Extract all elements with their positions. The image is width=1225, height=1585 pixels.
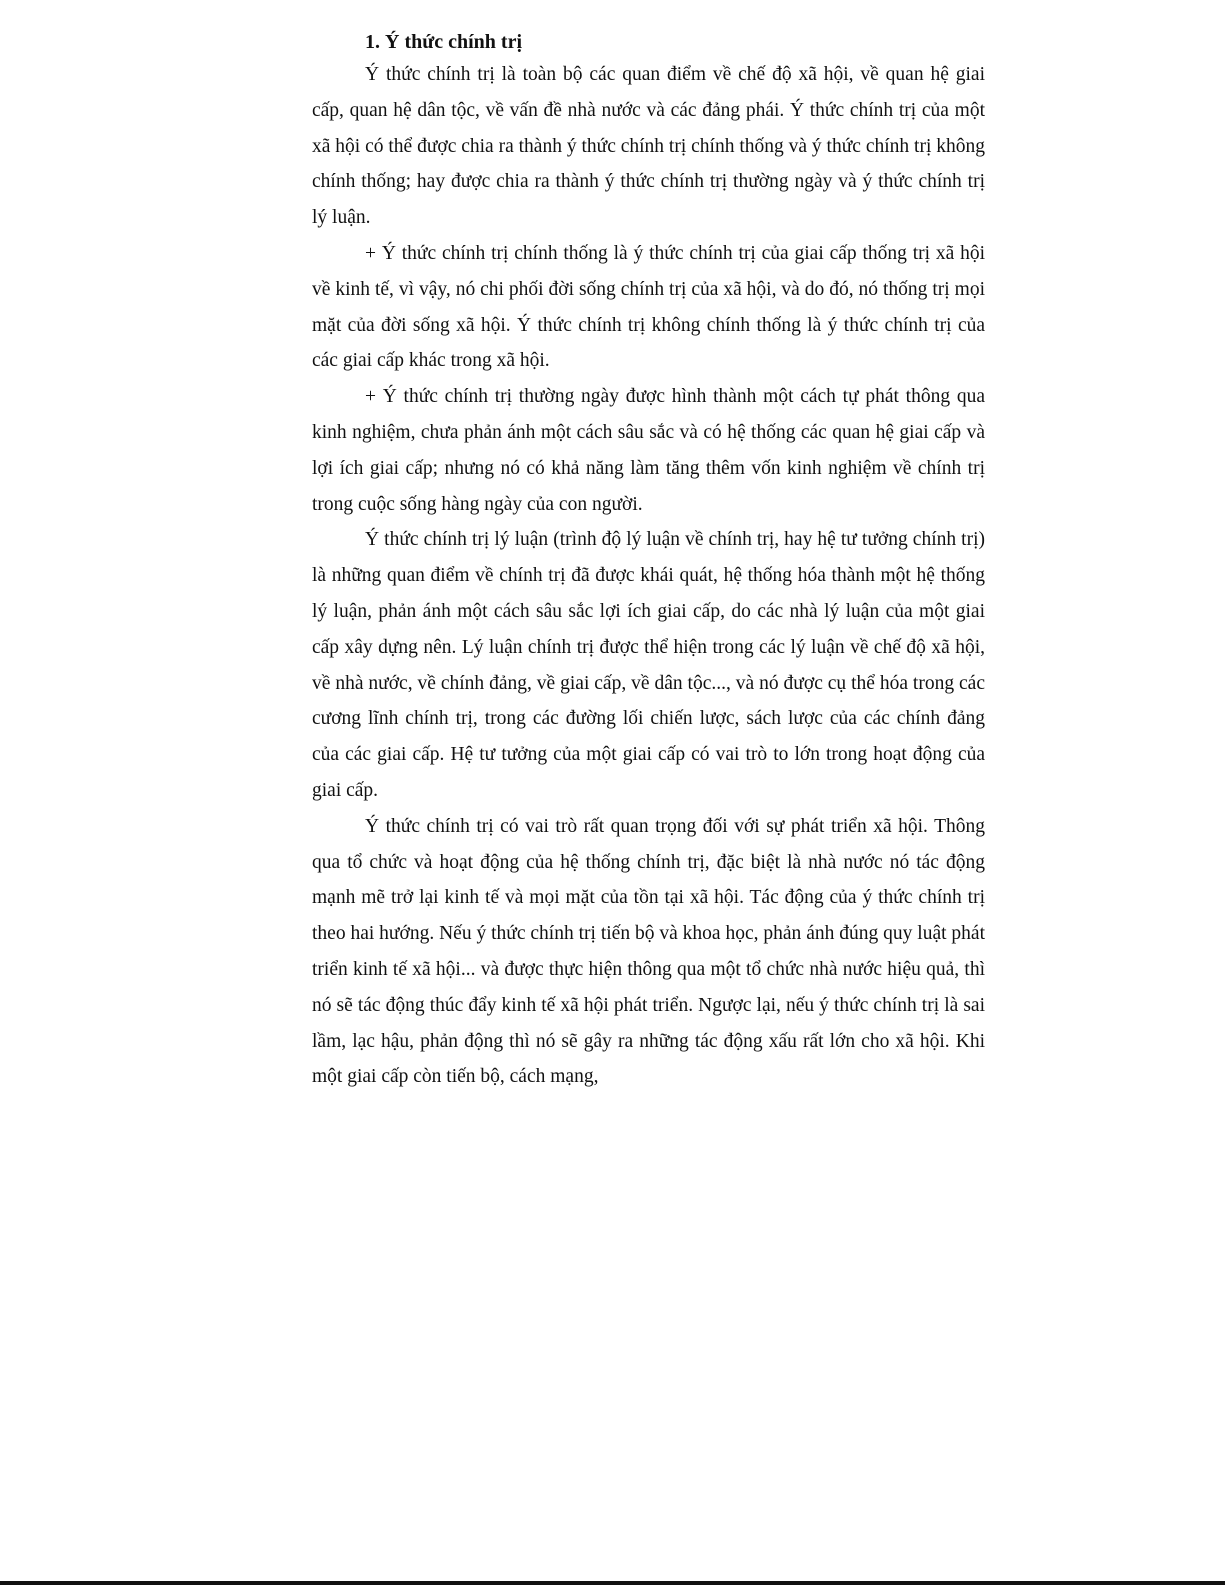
- page-bottom-border: [0, 1581, 1225, 1585]
- paragraph-official-consciousness: + Ý thức chính trị chính thống là ý thức chính trị của giai cấp thống trị xã hội về kinh tế, vì vậy, nó chi phối đời sống chính trị của xã hội, và do đó, nó thống trị mọi mặt của đời sống xã hội. Ý thức chính trị không chính thống là ý thức chính trị của các giai cấp khác trong xã hội.: [312, 242, 985, 372]
- document-body: [312, 27, 985, 1095]
- paragraph-everyday-consciousness: + Ý thức chính trị thường ngày được hình thành một cách tự phát thông qua kinh nghiệm, chưa phản ánh một cách sâu sắc và có hệ thống các quan hệ giai cấp và lợi ích giai cấp; nhưng nó có khả năng làm tăng thêm vốn kinh nghiệm về chính trị trong cuộc sống hàng ngày của con người.: [312, 386, 985, 515]
- paragraph-political-consciousness-definition: Ý thức chính trị là toàn bộ các quan điểm về chế độ xã hội, về quan hệ giai cấp, quan hệ dân tộc, về vấn đề nhà nước và các đảng phái. Ý thức chính trị của một xã hội có thể được chia ra thành ý thức chính trị chính thống và ý thức chính trị không chính thống; hay được chia ra thành ý thức chính trị thường ngày và ý thức chính trị lý luận.: [312, 64, 985, 229]
- paragraph-role-of-consciousness: Ý thức chính trị có vai trò rất quan trọng đối với sự phát triển xã hội. Thông qua tổ chức và hoạt động của hệ thống chính trị, đặc biệt là nhà nước nó tác động mạnh mẽ trở lại kinh tế và mọi mặt của tồn tại xã hội. Tác động của ý thức chính trị theo hai hướng. Nếu ý thức chính trị tiến bộ và khoa học, phản ánh đúng quy luật phát triển kinh tế xã hội... và được thực hiện thông qua một tổ chức nhà nước hiệu quả, thì nó sẽ tác động thúc đẩy kinh tế xã hội phát triển. Ngược lại, nếu ý thức chính trị là sai lầm, lạc hậu, phản động thì nó sẽ gây ra những tác động xấu rất lớn cho xã hội. Khi một giai cấp còn tiến bộ, cách mạng,: [312, 815, 985, 1088]
- section-heading: 1. Ý thức chính trị: [365, 31, 523, 53]
- paragraph-theoretical-consciousness: Ý thức chính trị lý luận (trình độ lý luận về chính trị, hay hệ tư tưởng chính trị) là những quan điểm về chính trị đã được khái quát, hệ thống hóa thành một hệ thống lý luận, phản ánh một cách sâu sắc lợi ích giai cấp, do các nhà lý luận của một giai cấp xây dựng nên. Lý luận chính trị được thể hiện trong các lý luận về chế độ xã hội, về nhà nước, về chính đảng, về giai cấp, về dân tộc..., và nó được cụ thể hóa trong các cương lĩnh chính trị, trong các đường lối chiến lược, sách lược của các chính đảng của các giai cấp. Hệ tư tưởng của một giai cấp có vai trò to lớn trong hoạt động của giai cấp.: [312, 529, 985, 801]
